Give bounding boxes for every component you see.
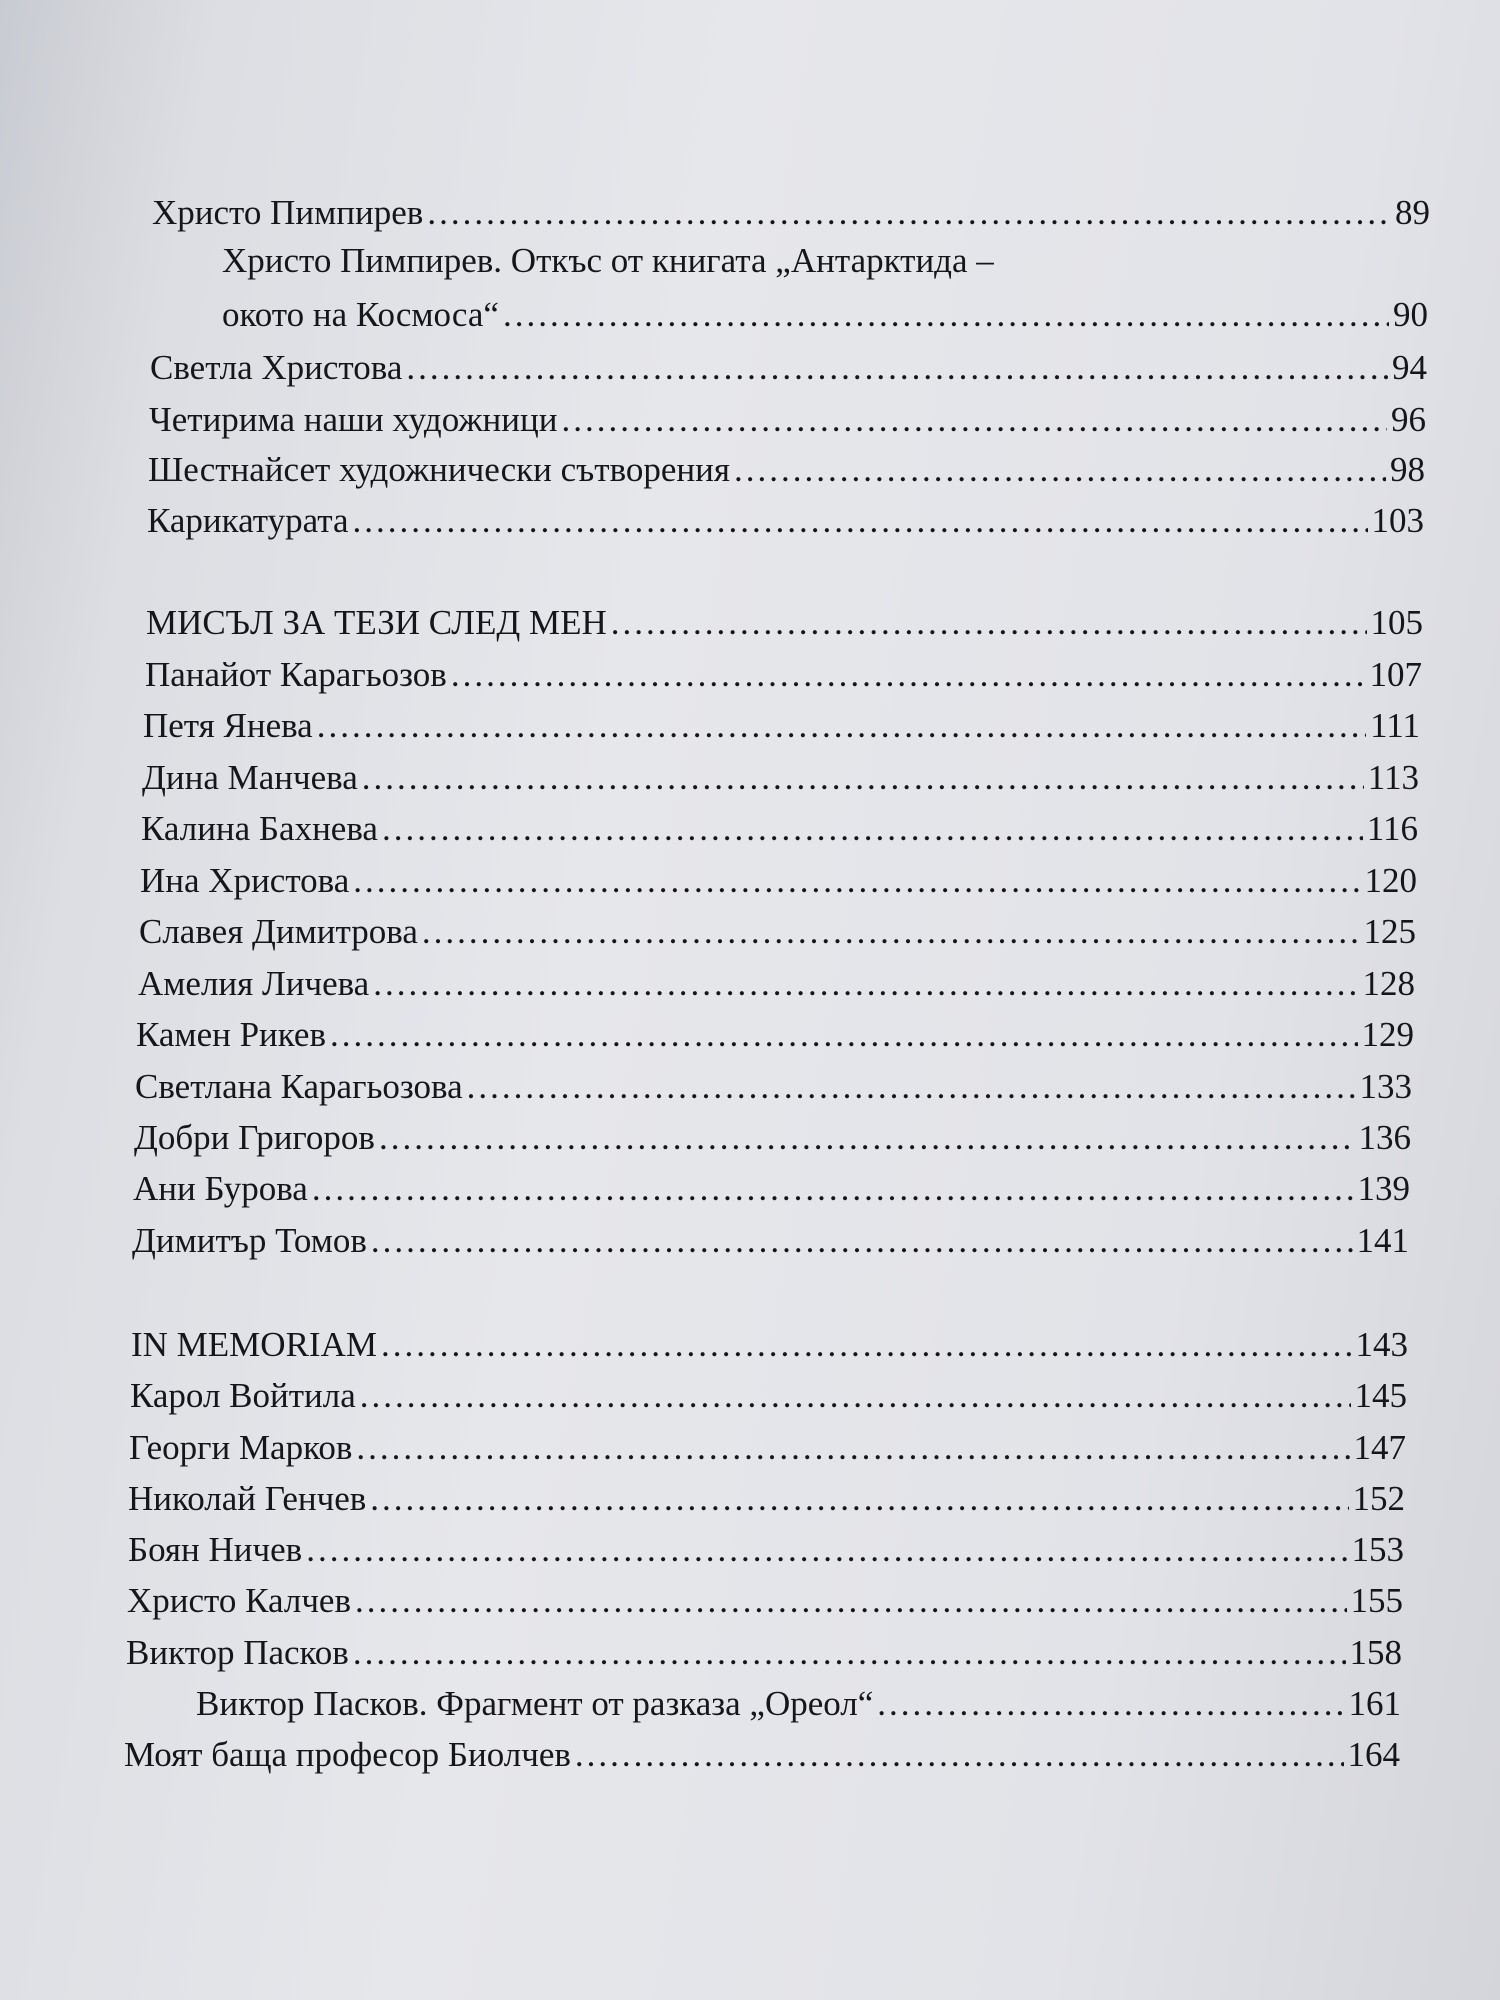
toc-entry-page: 94 xyxy=(1392,348,1427,387)
dot-leader xyxy=(360,1378,1351,1413)
toc-entry-title: IN MEMORIAM xyxy=(131,1325,377,1364)
toc-entry-page: 107 xyxy=(1369,655,1422,694)
toc-entry-page: 96 xyxy=(1391,400,1426,439)
toc-entry xyxy=(130,1378,1407,1413)
toc-entry-title: Христо Пимпирев xyxy=(152,193,424,232)
toc-entry-page: 125 xyxy=(1363,912,1416,951)
toc-entry-title: Карикатурата xyxy=(147,501,349,540)
toc-entry-title: Боян Ничев xyxy=(128,1530,303,1569)
toc-entry xyxy=(145,657,1422,692)
toc-entry-page: 105 xyxy=(1370,603,1423,642)
toc-entry-title: Ани Бурова xyxy=(133,1169,308,1208)
toc-entry-page: 113 xyxy=(1367,758,1419,797)
toc-entry xyxy=(132,1223,1409,1258)
dot-leader xyxy=(312,1171,1354,1206)
toc-entry-page: 111 xyxy=(1370,706,1420,745)
toc-entry-title: Добри Григоров xyxy=(134,1118,375,1157)
dot-leader xyxy=(381,1327,1352,1362)
toc-entry-title: Славея Димитрова xyxy=(139,912,418,951)
toc-entry-page: 98 xyxy=(1390,450,1425,489)
toc-entry xyxy=(127,1583,1403,1618)
toc-entry-page: 133 xyxy=(1359,1067,1412,1106)
toc-entry xyxy=(135,1069,1412,1104)
dot-leader xyxy=(561,402,1387,437)
toc-entry-page: 152 xyxy=(1352,1479,1405,1518)
toc-entry xyxy=(128,1532,1404,1567)
dot-leader xyxy=(370,1481,1348,1516)
toc-entry-title: Димитър Томов xyxy=(132,1221,367,1260)
toc-entry-page: 128 xyxy=(1362,964,1415,1003)
dot-leader xyxy=(317,708,1366,743)
dot-leader xyxy=(355,1583,1347,1618)
dot-leader xyxy=(353,1635,1346,1670)
toc-entry-title: Четирима наши художници xyxy=(149,400,558,439)
toc-entry-page: 143 xyxy=(1355,1325,1408,1364)
toc-entry xyxy=(148,452,1425,487)
dot-leader xyxy=(503,297,1389,332)
dot-leader xyxy=(422,914,1360,949)
toc-entry-page: 90 xyxy=(1393,295,1428,334)
toc-entry xyxy=(196,1686,1401,1721)
dot-leader xyxy=(451,657,1366,692)
toc-entry-title: Христо Калчев xyxy=(127,1581,351,1620)
toc-entry-title: Николай Генчев xyxy=(128,1479,367,1518)
toc-entry xyxy=(142,760,1419,795)
toc-entry xyxy=(128,1481,1405,1516)
dot-leader xyxy=(734,452,1386,487)
toc-entry xyxy=(152,195,1430,230)
toc-entry xyxy=(141,811,1418,846)
toc-entry-title: окото на Космоса“ xyxy=(222,295,499,334)
toc-entry-title: Светла Христова xyxy=(150,348,403,387)
toc-entry-page: 141 xyxy=(1356,1221,1409,1260)
toc-entry-title: Христо Пимпирев. Откъс от книгата „Антарктида – xyxy=(222,241,994,280)
toc-entry xyxy=(143,708,1420,743)
dot-leader xyxy=(373,966,1358,1001)
toc-entry xyxy=(129,1430,1406,1465)
toc-entry-page: 89 xyxy=(1395,193,1430,232)
toc-entry xyxy=(126,1635,1402,1670)
toc-entry xyxy=(147,503,1424,538)
dot-leader xyxy=(356,1430,1349,1465)
toc-entry-title: Георги Марков xyxy=(129,1428,353,1467)
toc-entry xyxy=(134,1120,1411,1155)
toc-entry-title: Ина Христова xyxy=(140,861,350,900)
toc-entry-title: Панайот Карагьозов xyxy=(145,655,447,694)
toc-entry-title: Моят баща професор Биолчев xyxy=(124,1735,571,1774)
dot-leader xyxy=(306,1532,1347,1567)
toc-entry-page: 103 xyxy=(1371,501,1424,540)
dot-leader xyxy=(575,1737,1344,1772)
dot-leader xyxy=(382,811,1363,846)
toc-entry-title: Камен Рикев xyxy=(136,1015,326,1054)
dot-leader xyxy=(611,605,1367,640)
toc-entry-title: Виктор Пасков. Фрагмент от разказа „Ореол“ xyxy=(196,1684,874,1723)
toc-entry-title: Светлана Карагьозова xyxy=(135,1067,463,1106)
toc-entry-title: Карол Войтила xyxy=(130,1376,356,1415)
toc-entry-page: 120 xyxy=(1364,861,1417,900)
toc-section-heading xyxy=(131,1327,1408,1362)
toc-entry xyxy=(140,863,1417,898)
toc-entry-title: Виктор Пасков xyxy=(126,1633,349,1672)
toc-entry xyxy=(136,1017,1414,1052)
toc-entry-page: 136 xyxy=(1358,1118,1411,1157)
toc-entry-title: Петя Янева xyxy=(143,706,313,745)
dot-leader xyxy=(467,1069,1356,1104)
dot-leader xyxy=(379,1120,1355,1155)
toc-entry-page: 158 xyxy=(1349,1633,1402,1672)
dot-leader xyxy=(877,1686,1344,1721)
toc-entry-title: Дина Манчева xyxy=(142,758,358,797)
dot-leader xyxy=(362,760,1364,795)
toc-entry-page: 147 xyxy=(1353,1428,1406,1467)
dot-leader xyxy=(406,350,1388,385)
toc-entry xyxy=(138,966,1415,1001)
toc-entry-title: Калина Бахнева xyxy=(141,809,378,848)
toc-entry-page: 139 xyxy=(1357,1169,1410,1208)
toc-entry-title: МИСЪЛ ЗА ТЕЗИ СЛЕД МЕН xyxy=(146,603,607,642)
toc-entry-page: 153 xyxy=(1351,1530,1404,1569)
toc-entry xyxy=(150,350,1427,385)
dot-leader xyxy=(330,1017,1358,1052)
toc-entry-page: 129 xyxy=(1361,1015,1414,1054)
toc-entry-page: 161 xyxy=(1348,1684,1401,1723)
toc-entry xyxy=(222,297,1428,332)
toc-entry-page: 145 xyxy=(1354,1376,1407,1415)
toc-entry-page: 164 xyxy=(1347,1735,1400,1774)
dot-leader xyxy=(352,503,1367,538)
dot-leader xyxy=(371,1223,1353,1258)
toc-entry xyxy=(133,1171,1410,1206)
toc-entry xyxy=(139,914,1416,949)
toc-entry-title: Шестнайсет художнически сътворения xyxy=(148,450,730,489)
dot-leader xyxy=(353,863,1360,898)
toc-entry xyxy=(124,1737,1400,1772)
toc-entry-page: 116 xyxy=(1366,809,1418,848)
toc-entry xyxy=(149,402,1426,437)
toc-entry-page: 155 xyxy=(1350,1581,1403,1620)
toc-entry-title: Амелия Личева xyxy=(138,964,370,1003)
toc-section-heading xyxy=(146,605,1423,640)
dot-leader xyxy=(427,195,1391,230)
